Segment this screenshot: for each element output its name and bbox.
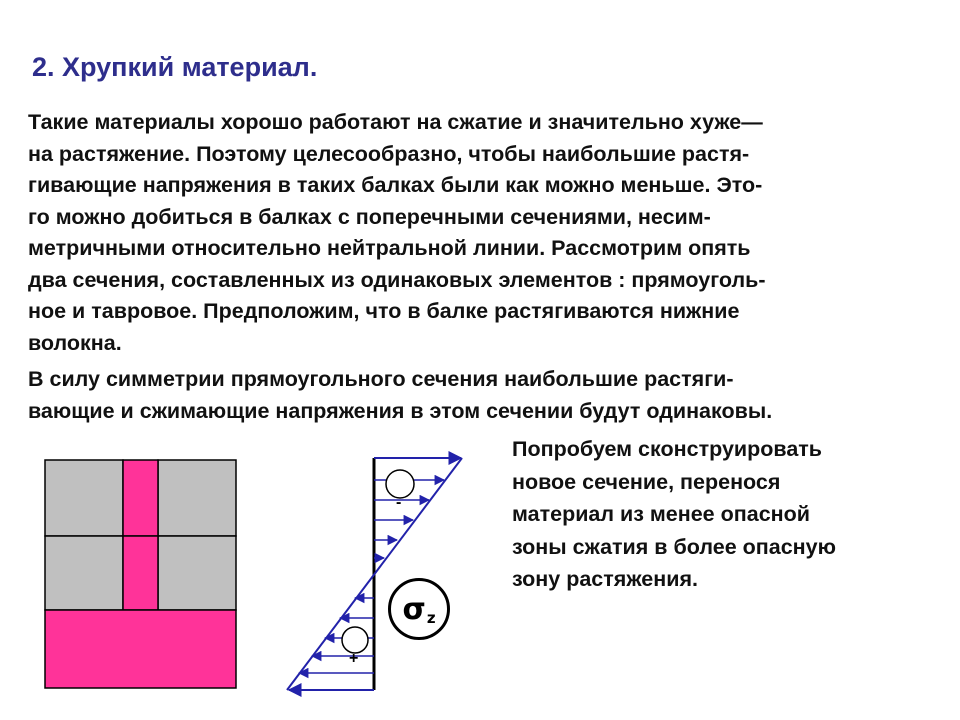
minus-sign: - <box>396 494 402 511</box>
slide-title: 2. Хрупкий материал. <box>32 52 318 82</box>
text-line: зону растяжения. <box>512 567 698 591</box>
text-line: два сечения, составленных из одинаковых элементов : прямоуголь- <box>28 267 766 292</box>
text-line: метричными относительно нейтральной линии. Рассмотрим опять <box>28 236 751 260</box>
text-line: на растяжение. Поэтому целесообразно, чтобы наибольшие растя- <box>28 141 750 166</box>
sigma-subscript: z <box>426 609 436 627</box>
text-line: Попробуем сконструировать <box>512 437 823 461</box>
magenta-web-mid <box>123 536 158 610</box>
stress-diagram <box>287 458 462 690</box>
text-line: новое сечение, перенося <box>512 469 781 494</box>
sigma-symbol: σ <box>402 591 426 627</box>
text-line: волокна. <box>28 330 122 355</box>
gray-block-mid-left <box>45 536 123 610</box>
text-line: Такие материалы хорошо работают на сжатие и значительно хуже— <box>28 110 763 134</box>
text-line: В силу симметрии прямоугольного сечения наибольшие растяги- <box>28 367 734 391</box>
text-line: зоны сжатия в более опасную <box>512 534 836 559</box>
gray-block-mid-right <box>158 536 236 610</box>
plus-sign: + <box>349 650 359 667</box>
gray-block-top-left <box>45 460 123 536</box>
text-line: го можно добиться в балках с поперечными сечениями, несим- <box>28 204 711 229</box>
text-line: вающие и сжимающие напряжения в этом сечении будут одинаковы. <box>28 398 773 423</box>
magenta-flange-bottom <box>45 610 236 688</box>
gray-block-top-right <box>158 460 236 536</box>
sigma-z-label <box>388 578 450 640</box>
text-line: материал из менее опасной <box>512 502 810 526</box>
text-line: ное и тавровое. Предположим, что в балке растягиваются нижние <box>28 299 740 323</box>
magenta-web-top <box>123 460 158 536</box>
cross-section <box>45 460 236 688</box>
text-line: гивающие напряжения в таких балках были как можно меньше. Это- <box>28 173 763 197</box>
